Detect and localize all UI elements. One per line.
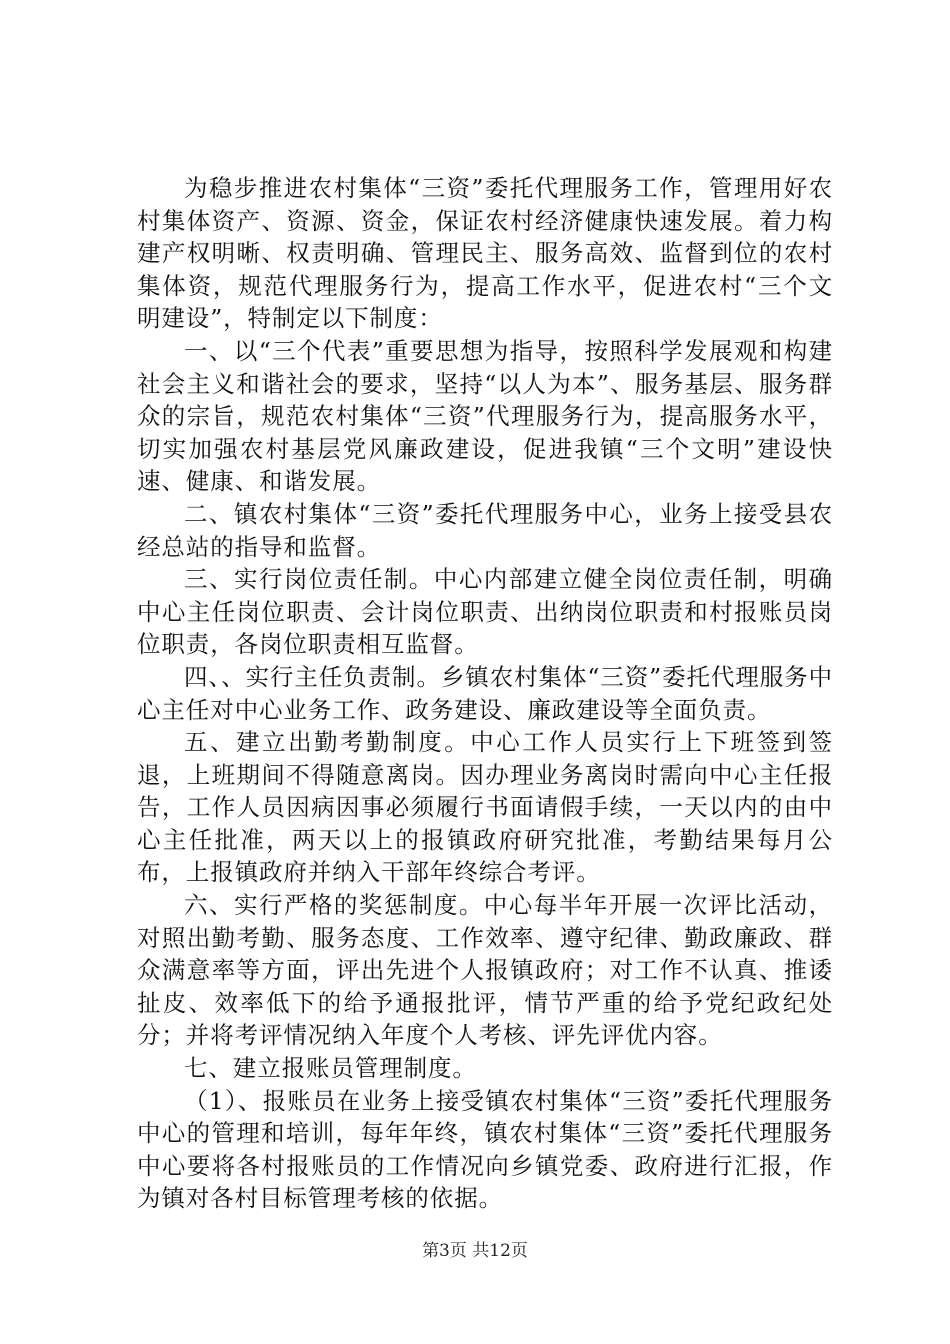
paragraph-item-2: 二、镇农村集体“三资”委托代理服务中心，业务上接受县农经总站的指导和监督。 [137, 499, 833, 561]
paragraph-item-7-sub-1: （1）、报账员在业务上接受镇农村集体“三资”委托代理服务中心的管理和培训，每年年终，镇农村集体“三资”委托代理服务中心要将各村报账员的工作情况向乡镇党委、政府进行汇报，作为镇对各村目标管理考核的依据。 [137, 1086, 833, 1213]
paragraph-item-7: 七、建立报账员管理制度。 [184, 1054, 477, 1083]
paragraph-item-3: 三、实行岗位责任制。中心内部建立健全岗位责任制，明确中心主任岗位职责、会计岗位职责、出纳岗位职责和村报账员岗位职责，各岗位职责相互监督。 [137, 565, 833, 659]
paragraph-item-1: 一、以“三个代表”重要思想为指导，按照科学发展观和构建社会主义和谐社会的要求，坚持“以人为本”、服务基层、服务群众的宗旨，规范农村集体“三资”代理服务行为，提高服务水平，切实加强农村基层党风廉政建设，促进我镇“三个文明”建设快速、健康、和谐发展。 [137, 336, 833, 496]
paragraph-item-6: 六、实行严格的奖惩制度。中心每半年开展一次评比活动，对照出勤考勤、服务态度、工作效率、遵守纪律、勤政廉政、群众满意率等方面，评出先进个人报镇政府；对工作不认真、推诿扯皮、效率低下的给予通报批评，情节严重的给予党纪政纪处分；并将考评情况纳入年度个人考核、评先评优内容。 [137, 891, 833, 1050]
document-body [137, 172, 833, 1215]
paragraph-item-5: 五、建立出勤考勤制度。中心工作人员实行上下班签到签退，上班期间不得随意离岗。因办理业务离岗时需向中心主任报告，工作人员因病因事必须履行书面请假手续，一天以内的由中心主任批准，两天以上的报镇政府研究批准，考勤结果每月公布，上报镇政府并纳入干部年终综合考评。 [137, 728, 833, 887]
paragraph-item-4: 四、、实行主任负责制。乡镇农村集体“三资”委托代理服务中心主任对中心业务工作、政务建设、廉政建设等全面负责。 [137, 662, 833, 724]
page-number-footer: 第3页 共12页 [422, 1241, 528, 1261]
paragraph-intro: 为稳步推进农村集体“三资”委托代理服务工作，管理用好农村集体资产、资源、资金，保证农村经济健康快速发展。着力构建产权明晰、权责明确、管理民主、服务高效、监督到位的农村集体资，规范代理服务行为，提高工作水平，促进农村“三个文明建设”，特制定以下制度： [137, 174, 833, 333]
